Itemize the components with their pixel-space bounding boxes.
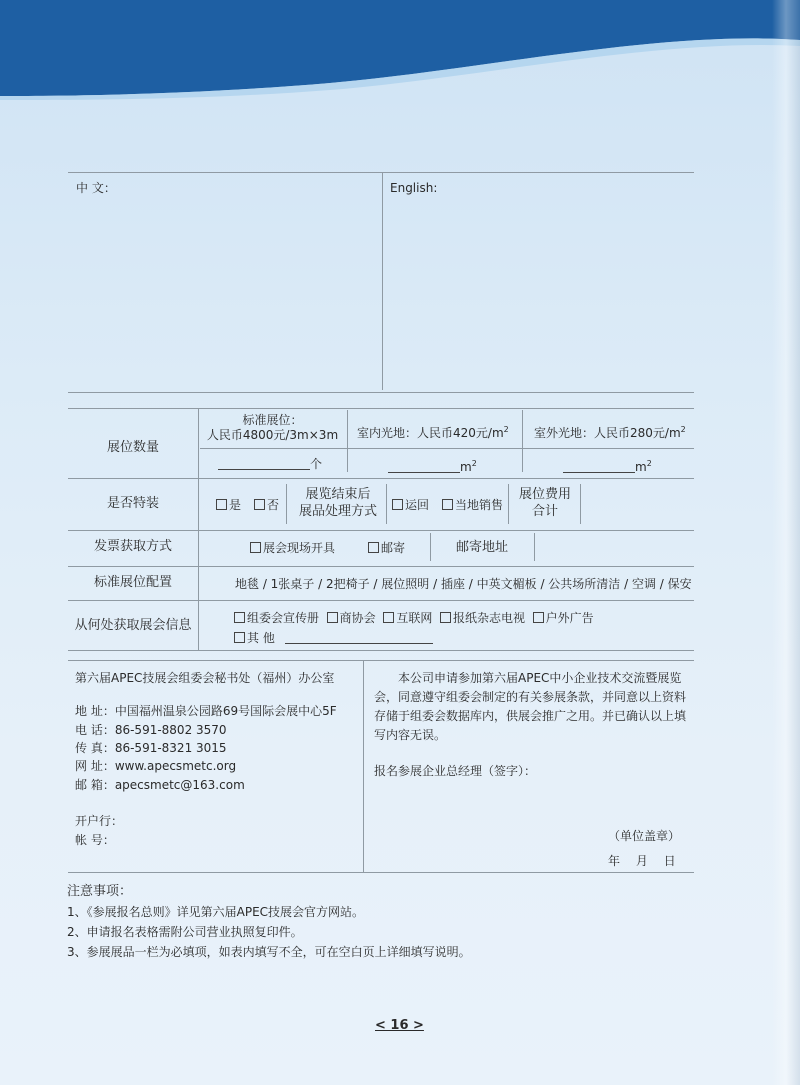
bank-label: 开户行： — [75, 814, 124, 828]
seal-label: （单位盖章） — [608, 829, 681, 843]
fee-total-line2: 合计 — [531, 504, 558, 519]
office-fax: 传 真：86-591-8321 3015 — [75, 741, 227, 755]
rule — [430, 533, 431, 561]
rule — [200, 448, 694, 449]
standard-booth-title: 标准展位： — [242, 413, 303, 427]
rule — [347, 410, 348, 472]
account-label: 帐 号： — [75, 833, 115, 847]
config-label: 标准展位配置 — [93, 575, 172, 590]
option-association[interactable]: 商协会 — [327, 611, 376, 625]
rule — [68, 530, 694, 531]
checkbox[interactable] — [216, 499, 227, 510]
checkbox[interactable] — [234, 632, 245, 643]
standard-booth-price: 人民币4800元/3m×3m — [206, 428, 339, 442]
office-address: 地 址：中国福州温泉公园路69号国际会展中心5F — [75, 704, 337, 718]
indoor-space: 室内光地：人民币420元$/m^2$ — [357, 425, 509, 440]
rule — [68, 392, 694, 393]
outdoor-qty-field[interactable]: $m^2$ — [563, 456, 652, 475]
invoice-label: 发票获取方式 — [93, 539, 172, 554]
invoice-onsite-option[interactable]: 展会现场开具 — [250, 540, 335, 556]
option-outdoor-ad[interactable]: 户外广告 — [533, 611, 594, 625]
rule — [386, 484, 387, 524]
checkbox[interactable] — [442, 499, 453, 510]
mail-address-label: 邮寄地址 — [455, 540, 508, 555]
checkbox[interactable] — [254, 499, 265, 510]
date-label: 年 月 日 — [608, 854, 676, 868]
special-yes[interactable]: 是 — [216, 497, 241, 513]
rule — [68, 660, 694, 661]
outdoor-space: 室外光地：人民币280元$/m^2$ — [534, 425, 686, 440]
rule — [382, 172, 383, 390]
option-brochure[interactable]: 组委会宣传册 — [234, 611, 319, 625]
option-internet[interactable]: 互联网 — [383, 611, 432, 625]
config-text: 地毯 / 1张桌子 / 2把椅子 / 展位照明 / 插座 / 中英文楣板 / 公共场所清洁 / 空调 / 保安 — [235, 577, 692, 591]
rule — [68, 600, 694, 601]
rule — [363, 660, 364, 872]
invoice-mail-option[interactable]: 邮寄 — [368, 540, 405, 556]
other-field[interactable] — [285, 631, 433, 644]
rule — [508, 484, 509, 524]
rule — [68, 172, 694, 173]
note-2: 2、申请报名表格需附公司营业执照复印件。 — [67, 925, 303, 939]
office-phone: 电 话：86-591-8802 3570 — [75, 723, 227, 737]
rule — [68, 566, 694, 567]
option-other[interactable]: 其 他 — [234, 630, 433, 646]
ship-back-option[interactable]: 运回 — [392, 497, 429, 513]
note-3: 3、参展展品一栏为必填项，如表内填写不全，可在空白页上详细填写说明。 — [67, 945, 471, 959]
rule — [522, 410, 523, 472]
rule — [286, 484, 287, 524]
en-label: English: — [390, 181, 438, 195]
info-source-options — [234, 610, 594, 626]
rule — [198, 408, 199, 650]
info-source-label: 从何处获取展会信息 — [74, 618, 192, 633]
signature-label: 报名参展企业总经理（签字）： — [374, 764, 537, 778]
checkbox[interactable] — [392, 499, 403, 510]
rule — [68, 650, 694, 651]
declaration-line2: 会，同意遵守组委会制定的有关参展条款，并同意以上资料 — [374, 690, 687, 704]
declaration-line3: 存储于组委会数据库内，供展会推广之用。并已确认以上填 — [374, 709, 687, 723]
indoor-qty-field[interactable]: $m^2$ — [388, 456, 477, 475]
fee-total-line1: 展位费用 — [518, 487, 571, 502]
header-band — [0, 0, 800, 100]
checkbox[interactable] — [250, 542, 261, 553]
notes-title: 注意事项： — [67, 884, 133, 899]
special-no[interactable]: 否 — [254, 497, 279, 513]
checkbox[interactable] — [368, 542, 379, 553]
declaration-line1: 本公司申请参加第六届APEC中小企业技术交流暨展览 — [398, 671, 682, 685]
rule — [68, 408, 694, 409]
office-title: 第六届APEC技展会组委会秘书处（福州）办公室 — [75, 671, 335, 685]
rule — [68, 872, 694, 873]
office-email[interactable]: 邮 箱：apecsmetc@163.com — [75, 778, 245, 792]
option-media[interactable]: 报纸杂志电视 — [440, 611, 525, 625]
note-1: 1、《参展报名总则》详见第六届APEC技展会官方网站。 — [67, 905, 365, 919]
local-sale-option[interactable]: 当地销售 — [442, 497, 503, 513]
page-number: < 16 > — [375, 1018, 424, 1033]
booth-qty-label: 展位数量 — [106, 440, 159, 455]
special-label: 是否特装 — [106, 496, 159, 511]
page-edge-shadow — [772, 0, 800, 1085]
after-show-line1: 展览结束后 — [305, 487, 371, 502]
cn-label: 中 文： — [76, 181, 116, 195]
rule — [580, 484, 581, 524]
standard-qty-field[interactable]: 个 — [218, 456, 322, 472]
declaration-line4: 写内容无误。 — [374, 728, 447, 742]
office-website[interactable]: 网 址：www.apecsmetc.org — [75, 759, 237, 773]
rule — [534, 533, 535, 561]
rule — [68, 478, 694, 479]
after-show-line2: 展品处理方式 — [298, 504, 377, 519]
